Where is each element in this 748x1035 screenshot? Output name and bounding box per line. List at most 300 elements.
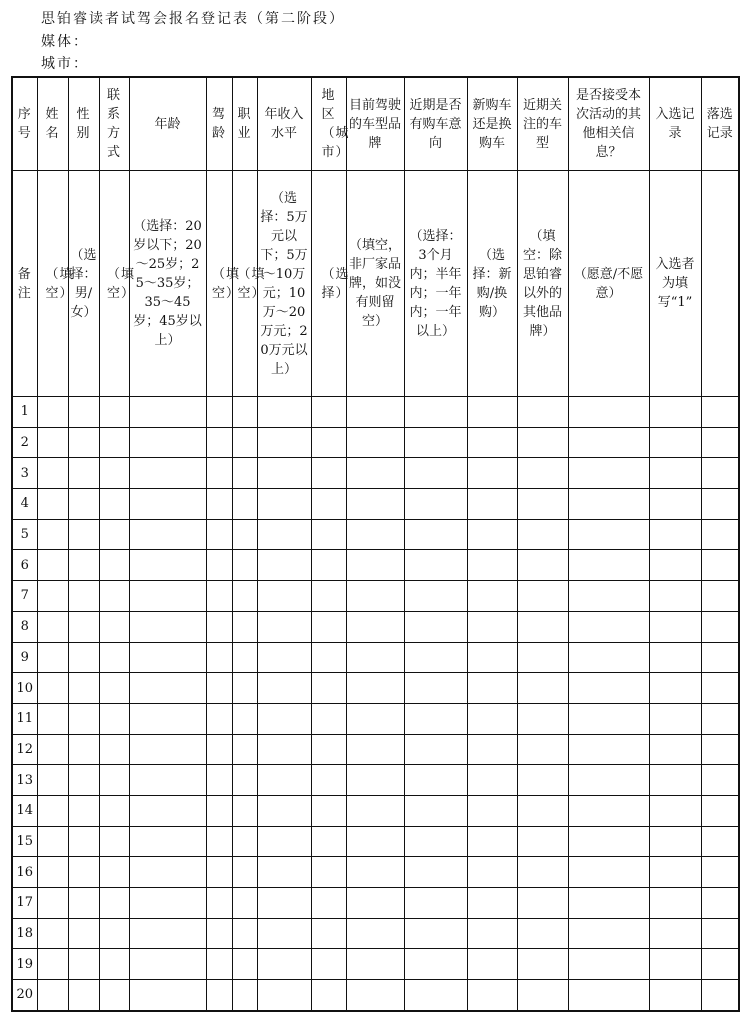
cell-new-or-replace[interactable] <box>467 765 517 796</box>
cell-age[interactable] <box>129 980 206 1011</box>
cell-occupation[interactable] <box>232 980 257 1011</box>
cell-driving-years[interactable] <box>206 949 232 980</box>
cell-attention-model[interactable] <box>517 918 568 949</box>
cell-name[interactable] <box>37 765 68 796</box>
cell-gender[interactable] <box>68 458 99 489</box>
cell-region[interactable] <box>311 489 346 520</box>
cell-age[interactable] <box>129 949 206 980</box>
cell-driving-years[interactable] <box>206 918 232 949</box>
cell-accept-info[interactable] <box>568 611 649 642</box>
cell-age[interactable] <box>129 642 206 673</box>
cell-region[interactable] <box>311 918 346 949</box>
cell-income[interactable] <box>257 489 311 520</box>
cell-attention-model[interactable] <box>517 888 568 919</box>
cell-occupation[interactable] <box>232 703 257 734</box>
cell-selected[interactable] <box>649 427 701 458</box>
cell-rejected[interactable] <box>701 427 739 458</box>
cell-selected[interactable] <box>649 611 701 642</box>
cell-accept-info[interactable] <box>568 458 649 489</box>
cell-new-or-replace[interactable] <box>467 703 517 734</box>
cell-gender[interactable] <box>68 734 99 765</box>
cell-income[interactable] <box>257 397 311 428</box>
cell-accept-info[interactable] <box>568 550 649 581</box>
cell-current-car[interactable] <box>346 949 404 980</box>
cell-current-car[interactable] <box>346 458 404 489</box>
cell-current-car[interactable] <box>346 980 404 1011</box>
cell-name[interactable] <box>37 857 68 888</box>
cell-rejected[interactable] <box>701 519 739 550</box>
cell-region[interactable] <box>311 765 346 796</box>
cell-name[interactable] <box>37 734 68 765</box>
cell-occupation[interactable] <box>232 397 257 428</box>
cell-selected[interactable] <box>649 857 701 888</box>
cell-name[interactable] <box>37 949 68 980</box>
cell-new-or-replace[interactable] <box>467 550 517 581</box>
cell-contact[interactable] <box>99 673 129 704</box>
cell-contact[interactable] <box>99 427 129 458</box>
cell-purchase-intent[interactable] <box>404 765 467 796</box>
cell-name[interactable] <box>37 795 68 826</box>
cell-attention-model[interactable] <box>517 489 568 520</box>
cell-region[interactable] <box>311 703 346 734</box>
cell-rejected[interactable] <box>701 888 739 919</box>
cell-attention-model[interactable] <box>517 765 568 796</box>
cell-selected[interactable] <box>649 826 701 857</box>
cell-purchase-intent[interactable] <box>404 397 467 428</box>
cell-income[interactable] <box>257 427 311 458</box>
cell-income[interactable] <box>257 581 311 612</box>
cell-attention-model[interactable] <box>517 703 568 734</box>
cell-gender[interactable] <box>68 397 99 428</box>
cell-accept-info[interactable] <box>568 765 649 796</box>
cell-gender[interactable] <box>68 550 99 581</box>
cell-name[interactable] <box>37 427 68 458</box>
cell-region[interactable] <box>311 888 346 919</box>
cell-accept-info[interactable] <box>568 734 649 765</box>
cell-age[interactable] <box>129 427 206 458</box>
cell-attention-model[interactable] <box>517 826 568 857</box>
cell-new-or-replace[interactable] <box>467 795 517 826</box>
cell-driving-years[interactable] <box>206 519 232 550</box>
cell-contact[interactable] <box>99 857 129 888</box>
cell-income[interactable] <box>257 611 311 642</box>
cell-occupation[interactable] <box>232 458 257 489</box>
cell-income[interactable] <box>257 888 311 919</box>
cell-income[interactable] <box>257 734 311 765</box>
cell-contact[interactable] <box>99 918 129 949</box>
cell-accept-info[interactable] <box>568 397 649 428</box>
cell-new-or-replace[interactable] <box>467 826 517 857</box>
cell-purchase-intent[interactable] <box>404 550 467 581</box>
cell-current-car[interactable] <box>346 673 404 704</box>
cell-accept-info[interactable] <box>568 888 649 919</box>
cell-accept-info[interactable] <box>568 642 649 673</box>
cell-rejected[interactable] <box>701 857 739 888</box>
cell-attention-model[interactable] <box>517 519 568 550</box>
cell-name[interactable] <box>37 458 68 489</box>
cell-selected[interactable] <box>649 765 701 796</box>
cell-occupation[interactable] <box>232 918 257 949</box>
cell-contact[interactable] <box>99 519 129 550</box>
cell-driving-years[interactable] <box>206 703 232 734</box>
cell-rejected[interactable] <box>701 765 739 796</box>
cell-occupation[interactable] <box>232 581 257 612</box>
cell-selected[interactable] <box>649 642 701 673</box>
cell-contact[interactable] <box>99 703 129 734</box>
cell-contact[interactable] <box>99 795 129 826</box>
cell-selected[interactable] <box>649 918 701 949</box>
cell-rejected[interactable] <box>701 703 739 734</box>
cell-current-car[interactable] <box>346 857 404 888</box>
cell-purchase-intent[interactable] <box>404 642 467 673</box>
cell-purchase-intent[interactable] <box>404 980 467 1011</box>
cell-rejected[interactable] <box>701 918 739 949</box>
cell-current-car[interactable] <box>346 826 404 857</box>
cell-new-or-replace[interactable] <box>467 489 517 520</box>
cell-rejected[interactable] <box>701 611 739 642</box>
cell-new-or-replace[interactable] <box>467 611 517 642</box>
cell-region[interactable] <box>311 581 346 612</box>
cell-income[interactable] <box>257 826 311 857</box>
cell-name[interactable] <box>37 489 68 520</box>
cell-region[interactable] <box>311 642 346 673</box>
cell-attention-model[interactable] <box>517 949 568 980</box>
cell-income[interactable] <box>257 980 311 1011</box>
cell-current-car[interactable] <box>346 734 404 765</box>
cell-accept-info[interactable] <box>568 918 649 949</box>
cell-occupation[interactable] <box>232 826 257 857</box>
cell-purchase-intent[interactable] <box>404 581 467 612</box>
cell-age[interactable] <box>129 581 206 612</box>
cell-gender[interactable] <box>68 489 99 520</box>
cell-name[interactable] <box>37 703 68 734</box>
cell-current-car[interactable] <box>346 489 404 520</box>
cell-age[interactable] <box>129 826 206 857</box>
cell-accept-info[interactable] <box>568 703 649 734</box>
cell-current-car[interactable] <box>346 642 404 673</box>
cell-gender[interactable] <box>68 826 99 857</box>
cell-income[interactable] <box>257 673 311 704</box>
cell-accept-info[interactable] <box>568 857 649 888</box>
cell-accept-info[interactable] <box>568 581 649 612</box>
cell-current-car[interactable] <box>346 918 404 949</box>
cell-gender[interactable] <box>68 918 99 949</box>
cell-purchase-intent[interactable] <box>404 673 467 704</box>
cell-contact[interactable] <box>99 949 129 980</box>
cell-attention-model[interactable] <box>517 427 568 458</box>
cell-driving-years[interactable] <box>206 611 232 642</box>
cell-contact[interactable] <box>99 550 129 581</box>
cell-driving-years[interactable] <box>206 857 232 888</box>
cell-attention-model[interactable] <box>517 980 568 1011</box>
cell-age[interactable] <box>129 765 206 796</box>
cell-income[interactable] <box>257 703 311 734</box>
cell-rejected[interactable] <box>701 397 739 428</box>
cell-driving-years[interactable] <box>206 427 232 458</box>
cell-age[interactable] <box>129 673 206 704</box>
cell-name[interactable] <box>37 673 68 704</box>
cell-accept-info[interactable] <box>568 489 649 520</box>
cell-contact[interactable] <box>99 765 129 796</box>
cell-gender[interactable] <box>68 888 99 919</box>
cell-gender[interactable] <box>68 427 99 458</box>
cell-income[interactable] <box>257 949 311 980</box>
cell-purchase-intent[interactable] <box>404 795 467 826</box>
cell-contact[interactable] <box>99 826 129 857</box>
cell-age[interactable] <box>129 918 206 949</box>
cell-income[interactable] <box>257 795 311 826</box>
cell-new-or-replace[interactable] <box>467 673 517 704</box>
cell-selected[interactable] <box>649 489 701 520</box>
cell-name[interactable] <box>37 642 68 673</box>
cell-contact[interactable] <box>99 489 129 520</box>
cell-selected[interactable] <box>649 519 701 550</box>
cell-contact[interactable] <box>99 642 129 673</box>
cell-accept-info[interactable] <box>568 826 649 857</box>
cell-current-car[interactable] <box>346 795 404 826</box>
cell-driving-years[interactable] <box>206 458 232 489</box>
cell-attention-model[interactable] <box>517 611 568 642</box>
cell-purchase-intent[interactable] <box>404 918 467 949</box>
cell-current-car[interactable] <box>346 581 404 612</box>
cell-rejected[interactable] <box>701 458 739 489</box>
cell-selected[interactable] <box>649 703 701 734</box>
cell-rejected[interactable] <box>701 581 739 612</box>
cell-gender[interactable] <box>68 765 99 796</box>
cell-attention-model[interactable] <box>517 550 568 581</box>
cell-driving-years[interactable] <box>206 765 232 796</box>
cell-driving-years[interactable] <box>206 734 232 765</box>
cell-accept-info[interactable] <box>568 795 649 826</box>
cell-name[interactable] <box>37 888 68 919</box>
cell-current-car[interactable] <box>346 519 404 550</box>
cell-selected[interactable] <box>649 581 701 612</box>
cell-region[interactable] <box>311 826 346 857</box>
cell-new-or-replace[interactable] <box>467 642 517 673</box>
cell-age[interactable] <box>129 703 206 734</box>
cell-contact[interactable] <box>99 888 129 919</box>
cell-income[interactable] <box>257 458 311 489</box>
cell-name[interactable] <box>37 826 68 857</box>
cell-occupation[interactable] <box>232 642 257 673</box>
cell-occupation[interactable] <box>232 489 257 520</box>
cell-region[interactable] <box>311 550 346 581</box>
cell-new-or-replace[interactable] <box>467 427 517 458</box>
cell-rejected[interactable] <box>701 949 739 980</box>
cell-gender[interactable] <box>68 673 99 704</box>
cell-rejected[interactable] <box>701 489 739 520</box>
cell-driving-years[interactable] <box>206 980 232 1011</box>
cell-name[interactable] <box>37 397 68 428</box>
cell-new-or-replace[interactable] <box>467 397 517 428</box>
cell-driving-years[interactable] <box>206 550 232 581</box>
cell-income[interactable] <box>257 519 311 550</box>
cell-region[interactable] <box>311 980 346 1011</box>
cell-rejected[interactable] <box>701 642 739 673</box>
cell-rejected[interactable] <box>701 826 739 857</box>
cell-income[interactable] <box>257 642 311 673</box>
cell-attention-model[interactable] <box>517 581 568 612</box>
cell-region[interactable] <box>311 519 346 550</box>
cell-occupation[interactable] <box>232 673 257 704</box>
cell-purchase-intent[interactable] <box>404 427 467 458</box>
cell-age[interactable] <box>129 519 206 550</box>
cell-driving-years[interactable] <box>206 888 232 919</box>
cell-new-or-replace[interactable] <box>467 980 517 1011</box>
cell-attention-model[interactable] <box>517 673 568 704</box>
cell-new-or-replace[interactable] <box>467 519 517 550</box>
cell-new-or-replace[interactable] <box>467 888 517 919</box>
cell-income[interactable] <box>257 857 311 888</box>
cell-selected[interactable] <box>649 949 701 980</box>
cell-gender[interactable] <box>68 980 99 1011</box>
cell-occupation[interactable] <box>232 611 257 642</box>
cell-selected[interactable] <box>649 980 701 1011</box>
cell-attention-model[interactable] <box>517 642 568 673</box>
cell-gender[interactable] <box>68 857 99 888</box>
cell-age[interactable] <box>129 550 206 581</box>
cell-accept-info[interactable] <box>568 949 649 980</box>
cell-purchase-intent[interactable] <box>404 888 467 919</box>
cell-selected[interactable] <box>649 888 701 919</box>
cell-new-or-replace[interactable] <box>467 918 517 949</box>
cell-income[interactable] <box>257 765 311 796</box>
cell-purchase-intent[interactable] <box>404 857 467 888</box>
cell-attention-model[interactable] <box>517 397 568 428</box>
cell-age[interactable] <box>129 857 206 888</box>
cell-occupation[interactable] <box>232 888 257 919</box>
cell-driving-years[interactable] <box>206 826 232 857</box>
cell-driving-years[interactable] <box>206 795 232 826</box>
cell-occupation[interactable] <box>232 427 257 458</box>
cell-name[interactable] <box>37 918 68 949</box>
cell-attention-model[interactable] <box>517 857 568 888</box>
cell-purchase-intent[interactable] <box>404 519 467 550</box>
cell-name[interactable] <box>37 611 68 642</box>
cell-gender[interactable] <box>68 581 99 612</box>
cell-purchase-intent[interactable] <box>404 949 467 980</box>
cell-accept-info[interactable] <box>568 427 649 458</box>
cell-current-car[interactable] <box>346 397 404 428</box>
cell-selected[interactable] <box>649 458 701 489</box>
cell-region[interactable] <box>311 458 346 489</box>
cell-gender[interactable] <box>68 611 99 642</box>
cell-purchase-intent[interactable] <box>404 734 467 765</box>
cell-occupation[interactable] <box>232 550 257 581</box>
cell-contact[interactable] <box>99 581 129 612</box>
cell-occupation[interactable] <box>232 949 257 980</box>
cell-new-or-replace[interactable] <box>467 581 517 612</box>
cell-name[interactable] <box>37 980 68 1011</box>
cell-age[interactable] <box>129 397 206 428</box>
cell-income[interactable] <box>257 918 311 949</box>
cell-age[interactable] <box>129 734 206 765</box>
cell-age[interactable] <box>129 795 206 826</box>
cell-gender[interactable] <box>68 703 99 734</box>
cell-name[interactable] <box>37 519 68 550</box>
cell-region[interactable] <box>311 949 346 980</box>
cell-new-or-replace[interactable] <box>467 734 517 765</box>
cell-age[interactable] <box>129 458 206 489</box>
cell-accept-info[interactable] <box>568 519 649 550</box>
cell-name[interactable] <box>37 550 68 581</box>
cell-purchase-intent[interactable] <box>404 826 467 857</box>
cell-selected[interactable] <box>649 734 701 765</box>
cell-contact[interactable] <box>99 980 129 1011</box>
cell-gender[interactable] <box>68 949 99 980</box>
cell-age[interactable] <box>129 888 206 919</box>
cell-accept-info[interactable] <box>568 980 649 1011</box>
cell-region[interactable] <box>311 734 346 765</box>
cell-attention-model[interactable] <box>517 734 568 765</box>
cell-purchase-intent[interactable] <box>404 458 467 489</box>
cell-gender[interactable] <box>68 642 99 673</box>
cell-purchase-intent[interactable] <box>404 611 467 642</box>
cell-rejected[interactable] <box>701 550 739 581</box>
cell-region[interactable] <box>311 397 346 428</box>
cell-occupation[interactable] <box>232 519 257 550</box>
cell-age[interactable] <box>129 611 206 642</box>
cell-region[interactable] <box>311 427 346 458</box>
cell-region[interactable] <box>311 611 346 642</box>
cell-contact[interactable] <box>99 734 129 765</box>
cell-current-car[interactable] <box>346 703 404 734</box>
cell-current-car[interactable] <box>346 427 404 458</box>
cell-occupation[interactable] <box>232 765 257 796</box>
cell-driving-years[interactable] <box>206 489 232 520</box>
cell-contact[interactable] <box>99 458 129 489</box>
cell-driving-years[interactable] <box>206 673 232 704</box>
cell-region[interactable] <box>311 673 346 704</box>
cell-selected[interactable] <box>649 550 701 581</box>
cell-region[interactable] <box>311 795 346 826</box>
cell-new-or-replace[interactable] <box>467 857 517 888</box>
cell-age[interactable] <box>129 489 206 520</box>
cell-current-car[interactable] <box>346 888 404 919</box>
cell-income[interactable] <box>257 550 311 581</box>
cell-occupation[interactable] <box>232 795 257 826</box>
cell-occupation[interactable] <box>232 857 257 888</box>
cell-driving-years[interactable] <box>206 397 232 428</box>
cell-rejected[interactable] <box>701 734 739 765</box>
cell-rejected[interactable] <box>701 795 739 826</box>
cell-rejected[interactable] <box>701 673 739 704</box>
cell-contact[interactable] <box>99 397 129 428</box>
cell-selected[interactable] <box>649 673 701 704</box>
cell-name[interactable] <box>37 581 68 612</box>
cell-new-or-replace[interactable] <box>467 949 517 980</box>
cell-current-car[interactable] <box>346 611 404 642</box>
cell-rejected[interactable] <box>701 980 739 1011</box>
cell-gender[interactable] <box>68 795 99 826</box>
cell-contact[interactable] <box>99 611 129 642</box>
cell-current-car[interactable] <box>346 550 404 581</box>
cell-selected[interactable] <box>649 795 701 826</box>
cell-driving-years[interactable] <box>206 581 232 612</box>
cell-purchase-intent[interactable] <box>404 703 467 734</box>
cell-driving-years[interactable] <box>206 642 232 673</box>
cell-selected[interactable] <box>649 397 701 428</box>
cell-gender[interactable] <box>68 519 99 550</box>
cell-purchase-intent[interactable] <box>404 489 467 520</box>
cell-current-car[interactable] <box>346 765 404 796</box>
cell-accept-info[interactable] <box>568 673 649 704</box>
cell-attention-model[interactable] <box>517 795 568 826</box>
cell-attention-model[interactable] <box>517 458 568 489</box>
cell-new-or-replace[interactable] <box>467 458 517 489</box>
cell-occupation[interactable] <box>232 734 257 765</box>
cell-region[interactable] <box>311 857 346 888</box>
